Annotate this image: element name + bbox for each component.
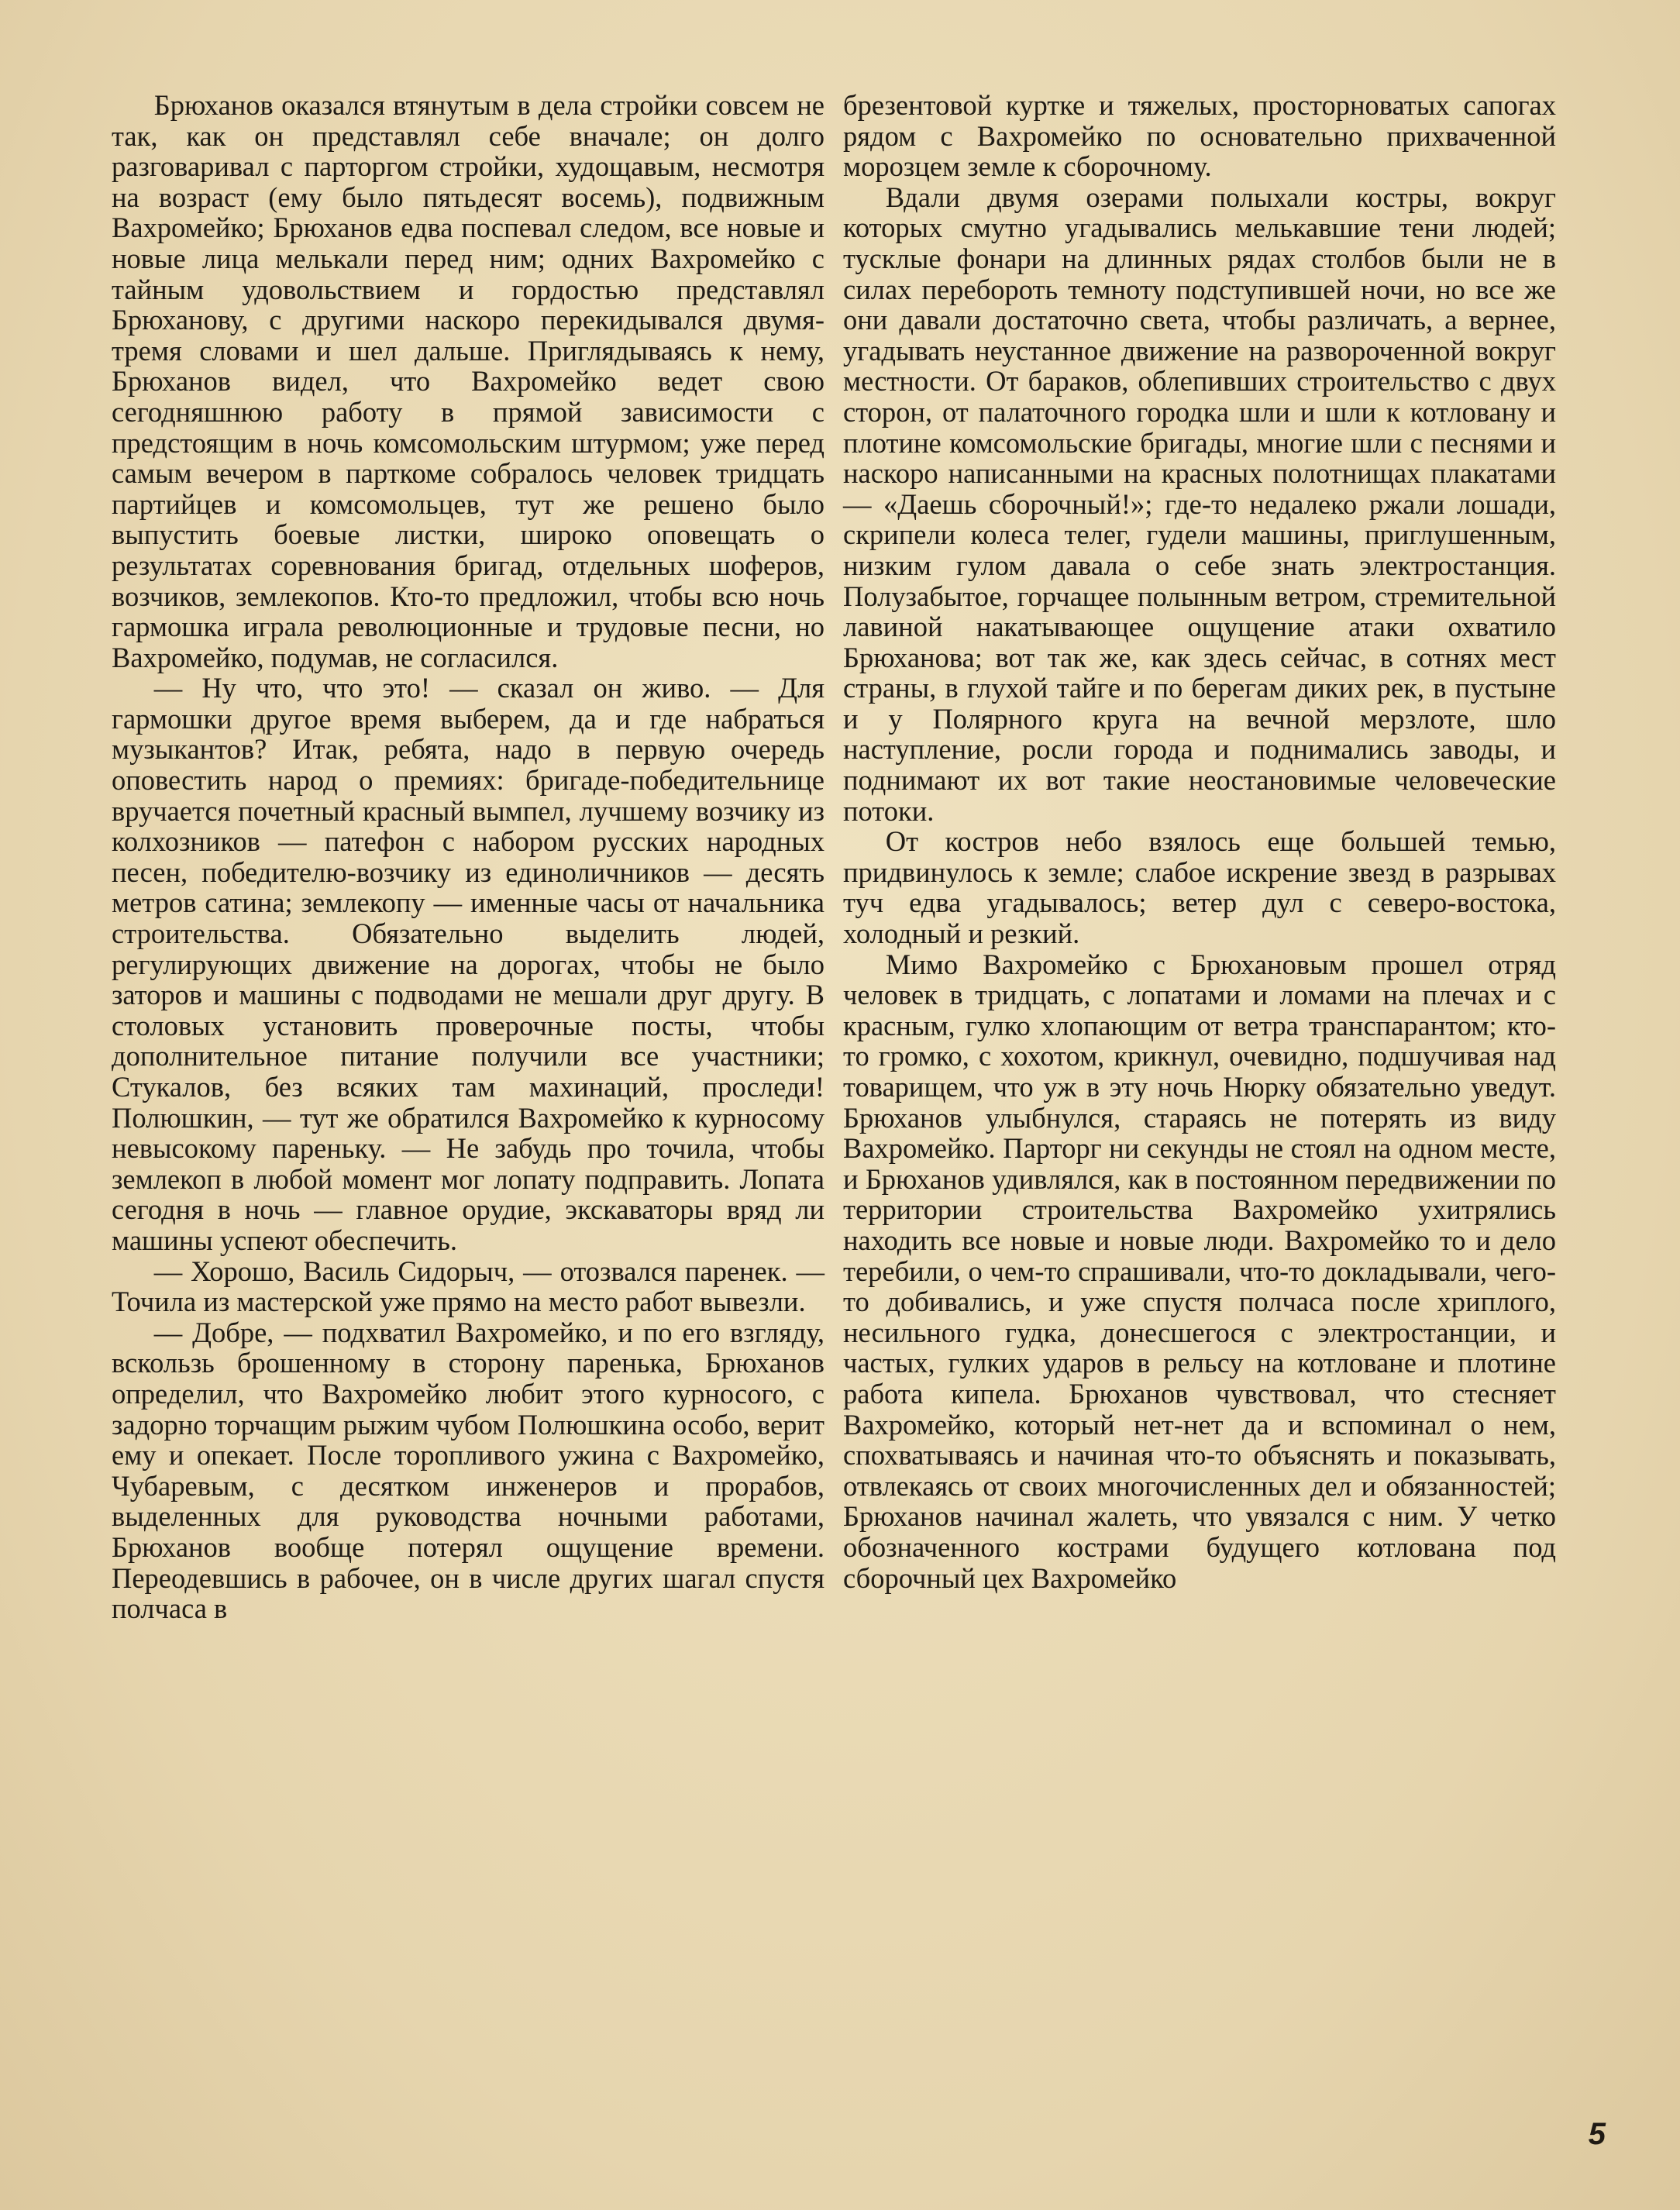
paragraph: От костров небо взялось еще большей темью, придвинулось к земле; слабое искрение звезд в разрывах туч едва угадывалось; ветер дул с северо-востока, холодный и резкий. xyxy=(843,825,1556,950)
paragraph: Брюханов оказался втянутым в дела стройки совсем не так, как он представлял себе вначале; он долго разговаривал с парторгом стройки, худощавым, несмотря на возраст (ему было пятьдесят восемь), подвижным Вахромейко; Брюханов едва поспевал следом, все новые и новые лица мелькали перед ним; одних Вахромейко с тайным удовольствием и гордостью представлял Брюханову, с другими наскоро перекидывался двумя-тремя словами и шел дальше. Приглядываясь к нему, Брюханов видел, что Вахромейко ведет свою сегодняшнюю работу в прямой зависимости с предстоящим в ночь комсомольским штурмом; уже перед самым вечером в парткоме собралось человек тридцать партийцев и комсомольцев, тут же решено было выпустить боевые листки, широко оповещать о результатах соревнования бригад, отдельных шоферов, возчиков, землекопов. Кто-то предложил, чтобы всю ночь гармошка играла революционные и трудовые песни, но Вахромейко, подумав, не согласился. xyxy=(112,89,825,673)
paragraph: — Ну что, что это! — сказал он живо. — Для гармошки другое время выберем, да и где набраться музыкантов? Итак, ребята, надо в первую очередь оповестить народ о премиях: бригаде-победительнице вручается почетный красный вымпел, лучшему возчику из колхозников — патефон с набором русских народных песен, победителю-возчику из единоличников — десять метров сатина; землекопу — именные часы от начальника строительства. Обязательно выделить людей, регулирующих движение на дорогах, чтобы не было заторов и машины с подводами не мешали друг другу. В столовых установить проверочные посты, чтобы дополнительное питание получили все участники; Стукалов, без всяких там махинаций, проследи! Полюшкин, — тут же обратился Вахромейко к курносому невысокому пареньку. — Не забудь про точила, чтобы землекоп в любой момент мог лопату подправить. Лопата сегодня в ночь — главное орудие, экскаваторы вряд ли машины успеют обеспечить. xyxy=(112,672,825,1256)
paragraph: — Добре, — подхватил Вахромейко, и по его взгляду, вскользь брошенному в сторону паренька, Брюханов определил, что Вахромейко любит этого курносого, с задорно торчащим рыжим чубом Полюшкина особо, верит ему и опекает. После торопливого ужина с Вахромейко, Чубаревым, с десятком инженеров и прорабов, выделенных для руководства ночными работами, Брюханов вообще потерял ощущение времени. Переодевшись в рабочее, он в числе других шагал спустя полчаса в xyxy=(112,1316,825,1625)
paragraph: Мимо Вахромейко с Брюхановым прошел отряд человек в тридцать, с лопатами и ломами на плечах и с красным, гулко хлопающим от ветра транспарантом; кто-то громко, с хохотом, крикнул, очевидно, подшучивая над товарищем, что уж в эту ночь Нюрку обязательно уведут. Брюханов улыбнулся, стараясь не потерять из виду Вахромейко. Парторг ни секунды не стоял на одном месте, и Брюханов удивлялся, как в постоянном передвижении по территории строительства Вахромейко ухитрялись находить все новые и новые люди. Вахромейко то и дело теребили, о чем-то спрашивали, что-то докладывали, чего-то добивались, и уже спустя полчаса после хриплого, несильного гудка, донесшегося с электростанции, и частых, гулких ударов в рельсу на котловане и плотине работа кипела. Брюханов чувствовал, что стесняет Вахромейко, который нет-нет да и вспоминал о нем, спохватываясь и начиная что-то объяснять и показывать, отвлекаясь от своих многочисленных дел и обязанностей; Брюханов начинал жалеть, что увязался с ним. У четко обозначенного кострами будущего котлована под сборочный цех Вахромейко xyxy=(843,948,1556,1594)
page-number: 5 xyxy=(1588,2117,1606,2151)
paragraph-continuation: брезентовой куртке и тяжелых, просторноватых сапогах рядом с Вахромейко по основательно прихваченной морозцем земле к сборочному. xyxy=(843,89,1556,183)
paragraph: — Хорошо, Василь Сидорыч, — отозвался паренек. — Точила из мастерской уже прямо на место работ вывезли. xyxy=(112,1255,825,1318)
right-column xyxy=(843,90,1556,1593)
paragraph: Вдали двумя озерами полыхали костры, вокруг которых смутно угадывались мелькавшие тени людей; тусклые фонари на длинных рядах столбов были не в силах перебороть темноту подступившей ночи, но все же они давали достаточно света, чтобы различать, а вернее, угадывать неустанное движение на развороченной вокруг местности. От бараков, облепивших строительство с двух сторон, от палаточного городка шли и шли к котловану и плотине комсомольские бригады, многие шли с песнями и наскоро написанными на красных полотнищах плакатами — «Даешь сборочный!»; где-то недалеко ржали лошади, скрипели колеса телег, гудели машины, приглушенным, низким гулом давала о себе знать электростанция. Полузабытое, горчащее полынным ветром, стремительной лавиной накатывающее ощущение атаки охватило Брюханова; вот так же, как здесь сейчас, в сотнях мест страны, в глухой тайге и по берегам диких рек, в пустыне и у Полярного круга на вечной мерзлоте, шло наступление, росли города и поднимались заводы, и поднимают их вот такие неостановимые человеческие потоки. xyxy=(843,181,1556,827)
left-column xyxy=(112,90,825,1624)
